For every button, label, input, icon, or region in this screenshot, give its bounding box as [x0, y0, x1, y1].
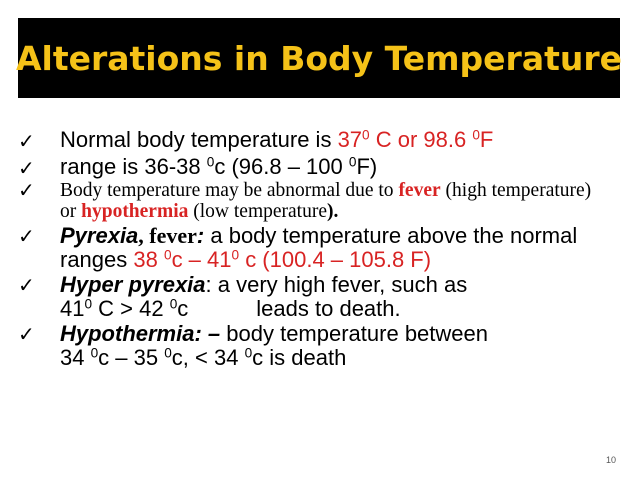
- bullet-text: leads to death.: [256, 296, 401, 321]
- degree-sup: 0: [84, 296, 93, 312]
- bullet-text: (high temperature) or: [60, 180, 592, 222]
- bullet-text: range is 36-38: [60, 154, 207, 179]
- degree-sup: 0: [231, 247, 240, 263]
- term-pyrexia: Pyrexia: [60, 223, 139, 248]
- bullet-range: [18, 155, 608, 179]
- bullet-text: 41: [60, 296, 85, 321]
- bullet-text: : a very high fever, such as: [205, 272, 468, 297]
- degree-sup: 0: [244, 345, 253, 361]
- degree-sup: 0: [348, 154, 357, 170]
- bullet-text: c, < 34: [171, 345, 245, 370]
- degree-sup: 0: [163, 247, 172, 263]
- bullet-abnormal: [18, 180, 608, 222]
- bullet-pyrexia: [18, 224, 608, 272]
- term-hypothermia: hypothermia: [81, 201, 189, 222]
- bullet-text: Body temperature may be abnormal due to: [60, 180, 399, 201]
- checkmark-icon: ✓: [18, 156, 35, 180]
- bullet-text: C > 42: [92, 296, 170, 321]
- title-bar: [15, 18, 623, 98]
- temp-value: 37: [337, 127, 363, 152]
- degree-sup: 0: [362, 127, 370, 143]
- bullet-text: c (96.8 – 100: [214, 154, 349, 179]
- bullet-text: c: [177, 296, 189, 321]
- degree-sup: 0: [164, 345, 172, 361]
- bullet-text: F): [356, 154, 378, 179]
- checkmark-icon: ✓: [18, 178, 35, 202]
- bullet-text: Normal body temperature is: [60, 127, 338, 152]
- degree-sup: 0: [206, 154, 215, 170]
- checkmark-icon: ✓: [18, 322, 35, 346]
- term-hyper-pyrexia: Hyper pyrexia: [60, 272, 206, 297]
- term-colon: :: [196, 223, 205, 248]
- bullet-hypothermia: [18, 322, 608, 370]
- bullet-text: body temperature between: [220, 321, 488, 346]
- range-value: 38: [133, 247, 164, 272]
- term-fever: , fever: [138, 223, 197, 248]
- bullet-text: (low temperature: [188, 201, 327, 222]
- degree-sup: 0: [169, 296, 178, 312]
- bullet-hyperpyrexia: [18, 273, 608, 321]
- checkmark-icon: ✓: [18, 129, 35, 153]
- term-fever: fever: [398, 180, 441, 201]
- degree-sup: 0: [472, 127, 480, 143]
- bullet-text: c – 35: [98, 345, 165, 370]
- temp-value: C or 98.6: [369, 127, 473, 152]
- range-value: c – 41: [171, 247, 232, 272]
- checkmark-icon: ✓: [18, 224, 35, 248]
- bullet-text: c is death: [252, 345, 347, 370]
- bullet-list: [18, 128, 608, 370]
- bullet-text: a body temperature above the normal ranges: [60, 223, 578, 272]
- bullet-normal-temp: [18, 128, 608, 152]
- degree-sup: 0: [90, 345, 99, 361]
- page-number: 10: [605, 455, 616, 465]
- bullet-text-end: ).: [326, 201, 339, 222]
- slide-title: Alterations in Body Temperature: [15, 38, 623, 78]
- term-hypothermia: Hypothermia: –: [60, 321, 221, 346]
- range-value: c (100.4 – 105.8 F): [239, 247, 432, 272]
- checkmark-icon: ✓: [18, 273, 35, 297]
- temp-unit: F: [479, 127, 494, 152]
- bullet-text: 34: [60, 345, 91, 370]
